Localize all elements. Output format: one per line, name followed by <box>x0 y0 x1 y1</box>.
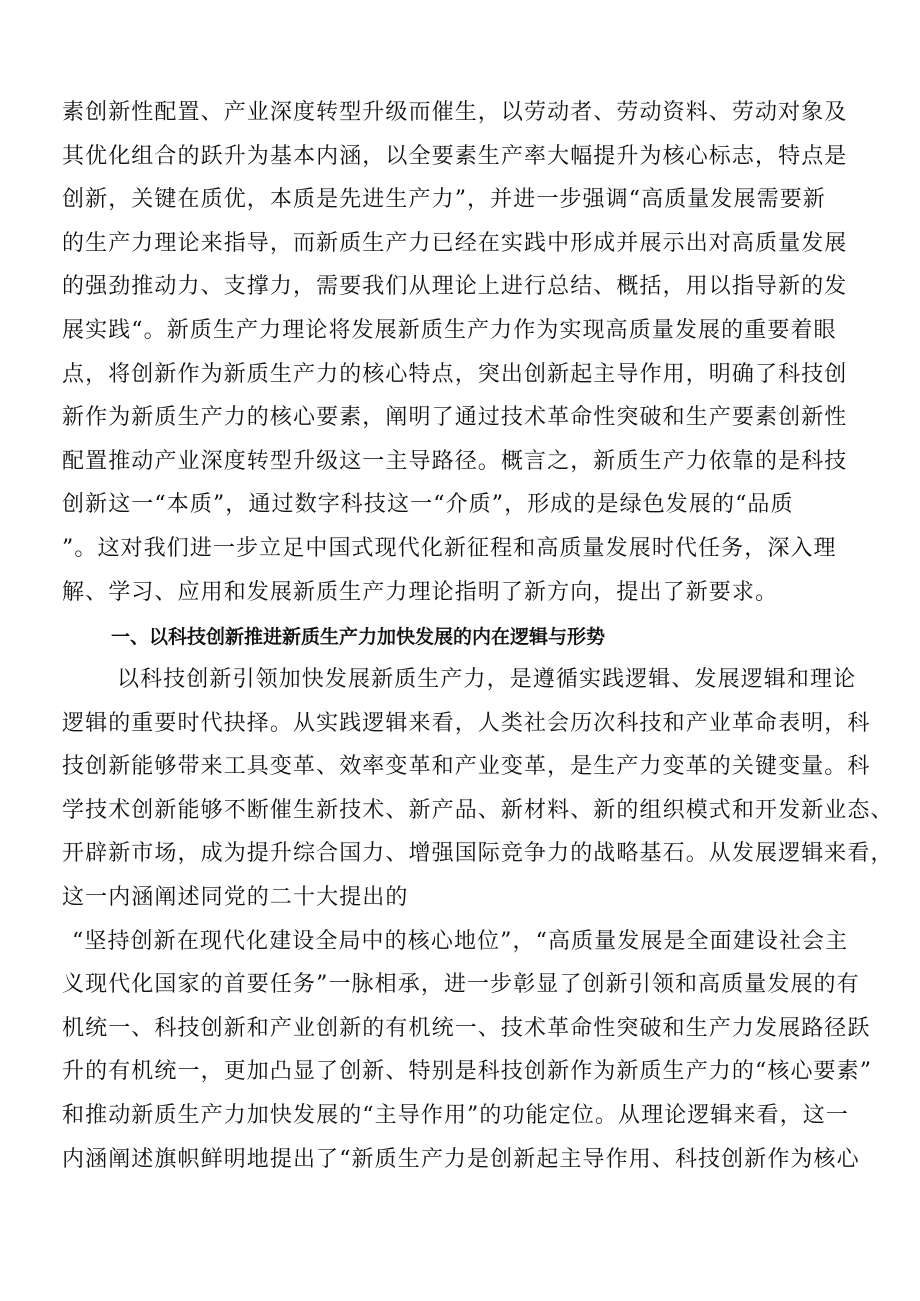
text-line: 点，将创新作为新质生产力的核心特点，突出创新起主导作用，明确了科技创 <box>62 362 848 387</box>
text-line: ”。这对我们进一步立足中国式现代化新征程和高质量发展时代任务，深入理 <box>62 536 837 561</box>
text-line: 的强劲推动力、支撑力，需要我们从理论上进行总结、概括，用以指导新的发 <box>62 274 848 299</box>
text-line: 创新，关键在质优，本质是先进生产力”，并进一步强调“高质量发展需要新 <box>62 187 826 212</box>
text-line: 和推动新质生产力加快发展的“主导作用”的功能定位。从理论逻辑来看，这一 <box>62 1103 849 1128</box>
section-heading: 一、以科技创新推进新质生产力加快发展的内在逻辑与形势 <box>111 626 606 648</box>
text-line: 展实践“。新质生产力理论将发展新质生产力作为实现高质量发展的重要着眼 <box>62 318 837 343</box>
text-line: 义现代化国家的首要任务”一脉相承，进一步彰显了创新引领和高质量发展的有 <box>62 972 860 997</box>
text-line: 解、学习、应用和发展新质生产力理论指明了新方向，提出了新要求。 <box>62 580 779 605</box>
text-line: “坚持创新在现代化建设全局中的核心地位”，“高质量发展是全面建设社会主 <box>72 929 849 954</box>
text-line: 新作为新质生产力的核心要素，阐明了通过技术革命性突破和生产要素创新性 <box>62 405 848 430</box>
text-line: 这一内涵阐述同党的二十大提出的 <box>62 885 409 910</box>
text-line: 机统一、科技创新和产业创新的有机统一、技术革命性突破和生产力发展路径跃 <box>62 1016 871 1041</box>
text-line: 升的有机统一，更加凸显了创新、特别是科技创新作为新质生产力的“核心要素” <box>62 1059 873 1084</box>
text-line: 开辟新市场，成为提升综合国力、增强国际竞争力的战略基石。从发展逻辑来看， <box>62 841 894 866</box>
text-line: 的生产力理论来指导，而新质生产力已经在实践中形成并展示出对高质量发展 <box>62 231 848 256</box>
text-line: 内涵阐述旗帜鲜明地提出了“新质生产力是创新起主导作用、科技创新作为核心 <box>62 1147 860 1172</box>
text-line: 其优化组合的跃升为基本内涵，以全要素生产率大幅提升为核心标志，特点是 <box>62 144 848 169</box>
text-line: 素创新性配置、产业深度转型升级而催生，以劳动者、劳动资料、劳动对象及 <box>62 100 848 125</box>
text-line: 配置推动产业深度转型升级这一主导路径。概言之，新质生产力依靠的是科技 <box>62 449 848 474</box>
text-line: 技创新能够带来工具变革、效率变革和产业变革，是生产力变革的关键变量。科 <box>62 754 871 779</box>
text-line: 逻辑的重要时代抉择。从实践逻辑来看，人类社会历次科技和产业革命表明，科 <box>62 711 871 736</box>
text-line: 创新这一“本质”，通过数字科技这一“介质”，形成的是绿色发展的“品质 <box>62 492 794 517</box>
text-line: 学技术创新能够不断催生新技术、新产品、新材料、新的组织模式和开发新业态、 <box>62 798 894 823</box>
text-line: 以科技创新引领加快发展新质生产力，是遵循实践逻辑、发展逻辑和理论 <box>117 667 857 692</box>
